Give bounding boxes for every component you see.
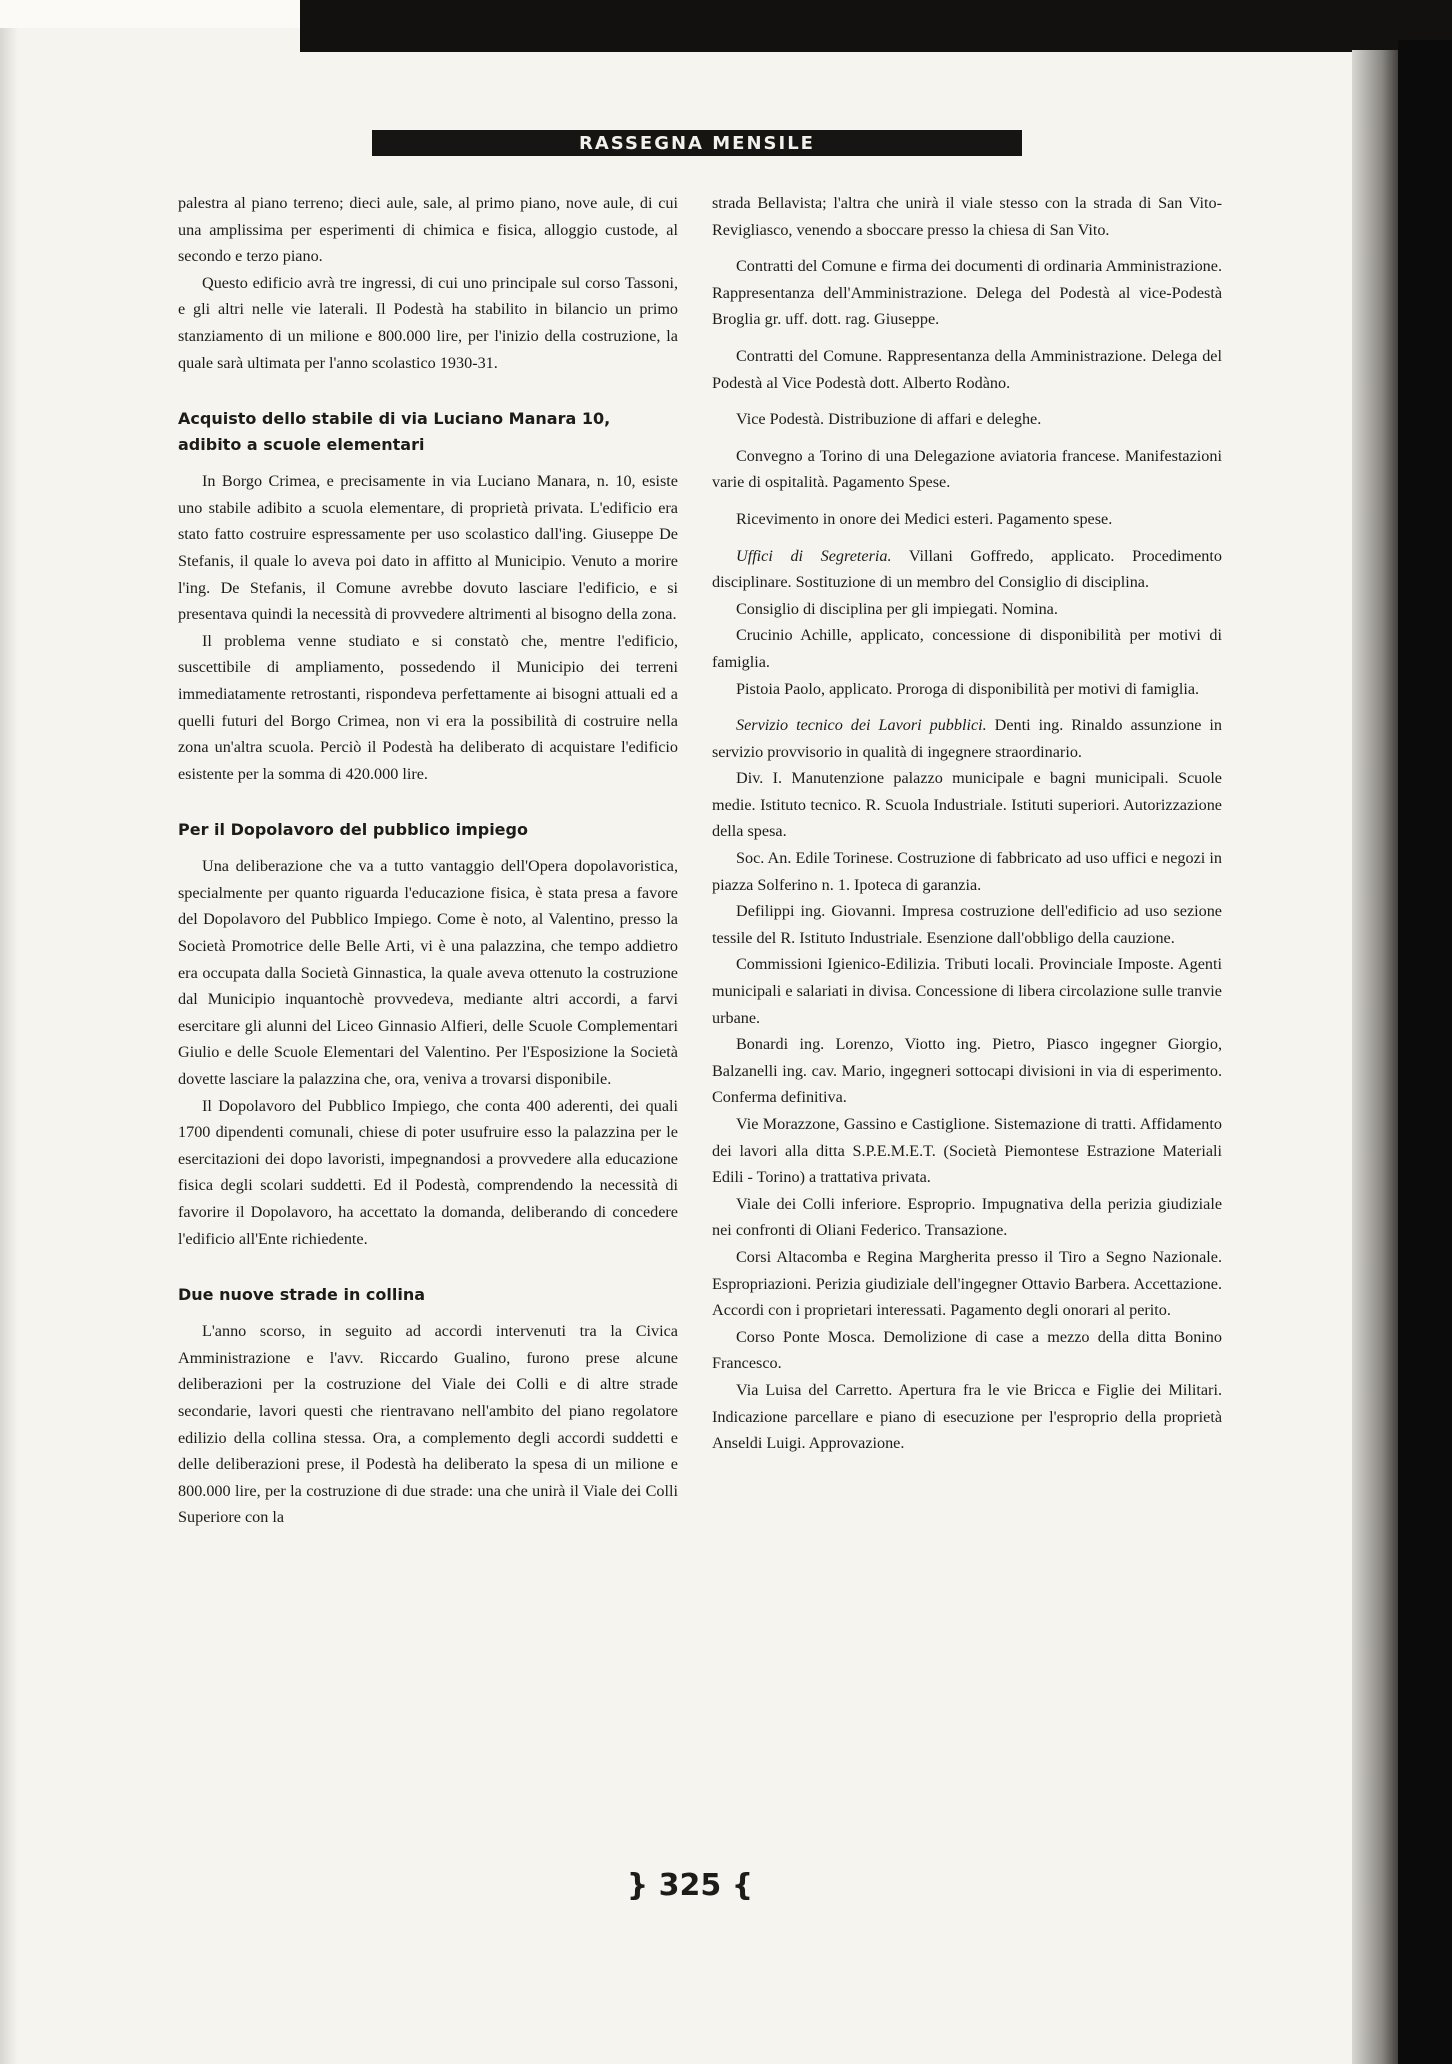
- list-item: Div. I. Manutenzione palazzo municipale e bagni municipali. Scuole medie. Istituto tecnico. R. Scuola Industriale. Istituti superiori. Autorizzazione della spesa.: [712, 769, 1222, 841]
- list-item: Bonardi ing. Lorenzo, Viotto ing. Pietro, Piasco ingegner Giorgio, Balzanelli ing. cav. Mario, ingegneri sottocapi divisioni in via di esperimento. Conferma definitiva.: [712, 1035, 1222, 1107]
- running-header: [372, 130, 1022, 156]
- list-item: Corso Ponte Mosca. Demolizione di case a mezzo della ditta Bonino Francesco.: [712, 1327, 1222, 1373]
- list-item: Soc. An. Edile Torinese. Costruzione di fabbricato ad uso uffici e negozi in piazza Solferino n. 1. Ipoteca di garanzia.: [712, 849, 1222, 894]
- scan-left-shadow: [0, 28, 18, 2064]
- list-item: Defilippi ing. Giovanni. Impresa costruzione dell'edificio ad uso sezione tessile del R. Istituto Industriale. Esenzione dall'obbligo della cauzione.: [712, 902, 1222, 947]
- list-item: Ricevimento in onore dei Medici esteri. Pagamento spese.: [736, 509, 1113, 528]
- section-label-uffici: Uffici di Segreteria.: [736, 546, 892, 565]
- list-item: Commissioni Igienico-Edilizia. Tributi locali. Provinciale Imposte. Agenti municipali e salariati in divisa. Concessione di libera circolazione sulle tranvie urbane.: [712, 955, 1222, 1027]
- list-item: [712, 543, 1222, 596]
- right-column: [712, 190, 1222, 1457]
- section-heading-dopolavoro: Per il Dopolavoro del pubblico impiego: [178, 820, 528, 840]
- page-number: } 325 {: [626, 1868, 754, 1903]
- paragraph: palestra al piano terreno; dieci aule, sale, al primo piano, nove aule, di cui una amplissima per esperimenti di chimica e fisica, alloggio custode, al secondo e terzo piano.: [178, 194, 678, 266]
- list-item-text: Denti ing. Rinaldo assunzione in servizio provvisorio in qualità di ingegnere straordinario.: [712, 716, 1223, 761]
- section-heading-manara: Acquisto dello stabile di via Luciano Manara 10, adibito a scuole elementari: [178, 409, 611, 455]
- list-item: Pistoia Paolo, applicato. Proroga di disponibilità per motivi di famiglia.: [736, 679, 1200, 698]
- list-item: Viale dei Colli inferiore. Esproprio. Impugnativa della perizia giudiziale nei confronti di Oliani Federico. Transazione.: [712, 1194, 1222, 1240]
- list-item: Vice Podestà. Distribuzione di affari e deleghe.: [736, 410, 1042, 429]
- list-item-text: Villani Goffredo, applicato. Procedimento disciplinare. Sostituzione di un membro del Consiglio di disciplina.: [712, 546, 1222, 592]
- section-label-servizio: Servizio tecnico dei Lavori pubblici.: [736, 716, 987, 735]
- paragraph: strada Bellavista; l'altra che unirà il viale stesso con la strada di San Vito-Revigliasco, venendo a sboccare presso la chiesa di San Vito.: [712, 194, 1222, 239]
- paragraph: Il Dopolavoro del Pubblico Impiego, che conta 400 aderenti, dei quali 1700 dipendenti comunali, chiese di poter usufruire esso la palazzina per le esercitazioni dei dopo lavoristi, impegnandosi a provvedere alla educazione fisica degli scolari suddetti. Ed il Podestà, comprendendo la necessità di favorire il Dopolavoro, ha accettato la domanda, deliberando di concedere l'edificio all'Ente richiedente.: [178, 1096, 678, 1248]
- list-item: Vie Morazzone, Gassino e Castiglione. Sistemazione di tratti. Affidamento dei lavori alla ditta S.P.E.M.E.T. (Società Piemontese Estrazione Materiali Edili - Torino) a trattativa privata.: [712, 1115, 1222, 1187]
- paragraph: Una deliberazione che va a tutto vantaggio dell'Opera dopolavoristica, specialmente per quanto riguarda l'educazione fisica, è stata presa a favore del Dopolavoro del Pubblico Impiego. Come è noto, al Valentino, presso la Società Promotrice delle Belle Arti, vi è una palazzina, che tempo addietro era occupata dalla Società Ginnastica, la quale aveva ottenuto la costruzione dal Municipio inquantochè provvedeva, mediante altri accordi, a farvi esercitare gli alunni del Liceo Ginnasio Alfieri, delle Scuole Complementari Giulio e delle Scuole Elementari del Valentino. Per l'Esposizione la Società dovette lasciare la palazzina che, ora, veniva a trovarsi disponibile.: [178, 857, 678, 1089]
- list-item: Crucinio Achille, applicato, concessione di disponibilità per motivi di famiglia.: [712, 626, 1222, 671]
- list-item: [712, 712, 1222, 765]
- scan-spine-edge: [1398, 40, 1452, 2064]
- paragraph: Questo edificio avrà tre ingressi, di cui uno principale sul corso Tassoni, e gli altri nelle vie laterali. Il Podestà ha stabilito in bilancio un primo stanziamento di un milione e 800.000 lire, per l'inizio della costruzione, la quale sarà ultimata per l'anno scolastico 1930-31.: [178, 273, 678, 372]
- section-heading-strade: Due nuove strade in collina: [178, 1285, 426, 1305]
- list-item: Contratti del Comune e firma dei documenti di ordinaria Amministrazione. Rappresentanza dell'Amministrazione. Delega del Podestà al vice-Podestà Broglia gr. uff. dott. rag. Giuseppe.: [712, 257, 1222, 329]
- list-item: Via Luisa del Carretto. Apertura fra le vie Bricca e Figlie dei Militari. Indicazione parcellare e piano di esecuzione per l'esproprio della proprietà Anseldi Luigi. Approvazione.: [712, 1380, 1222, 1453]
- scan-top-dark-band: [300, 0, 1452, 52]
- list-item: Convegno a Torino di una Delegazione aviatoria francese. Manifestazioni varie di ospitalità. Pagamento Spese.: [712, 446, 1222, 492]
- left-column: [178, 190, 678, 1531]
- paragraph: In Borgo Crimea, e precisamente in via Luciano Manara, n. 10, esiste uno stabile adibito a scuola elementare, di proprietà privata. L'edificio era stato fatto costruire espressamente per uso scolastico dall'ing. Giuseppe De Stefanis, il quale lo aveva poi dato in affitto al Municipio. Venuto a morire l'ing. De Stefanis, il Comune avrebbe dovuto lasciare l'edificio, e si presentava quindi la necessità di provvedere altrimenti al bisogno della zona.: [178, 472, 678, 624]
- list-item: Contratti del Comune. Rappresentanza della Amministrazione. Delega del Podestà al Vice Podestà dott. Alberto Rodàno.: [712, 346, 1222, 392]
- paragraph: L'anno scorso, in seguito ad accordi intervenuti tra la Civica Amministrazione e l'avv. Riccardo Gualino, furono prese alcune deliberazioni per la costruzione del Viale dei Colli e di altre strade secondarie, lavori questi che rientravano nell'ambito del piano regolatore edilizio della collina stessa. Ora, a complemento degli accordi suddetti e delle deliberazioni prese, il Podestà ha deliberato la spesa di un milione e 800.000 lire, per la costruzione di due strade: una che unirà il Viale dei Colli Superiore con la: [178, 1322, 678, 1527]
- paragraph: Il problema venne studiato e si constatò che, mentre l'edificio, suscettibile di ampliamento, possedendo il Municipio dei terreni immediatamente retrostanti, rispondeva perfettamente ai bisogni attuali ed a quelli futuri del Borgo Crimea, non vi era la possibilità di costruire nella zona un'altra scuola. Perciò il Podestà ha deliberato di acquistare l'edificio esistente per la somma di 420.000 lire.: [178, 631, 678, 783]
- list-item: Corsi Altacomba e Regina Margherita presso il Tiro a Segno Nazionale. Espropriazioni. Perizia giudiziale dell'ingegner Ottavio Barbera. Accettazione. Accordi con i proprietari interessati. Pagamento degli onorari al perito.: [712, 1247, 1222, 1320]
- running-title: RASSEGNA MENSILE: [579, 132, 815, 154]
- list-item: Consiglio di disciplina per gli impiegati. Nomina.: [736, 599, 1058, 618]
